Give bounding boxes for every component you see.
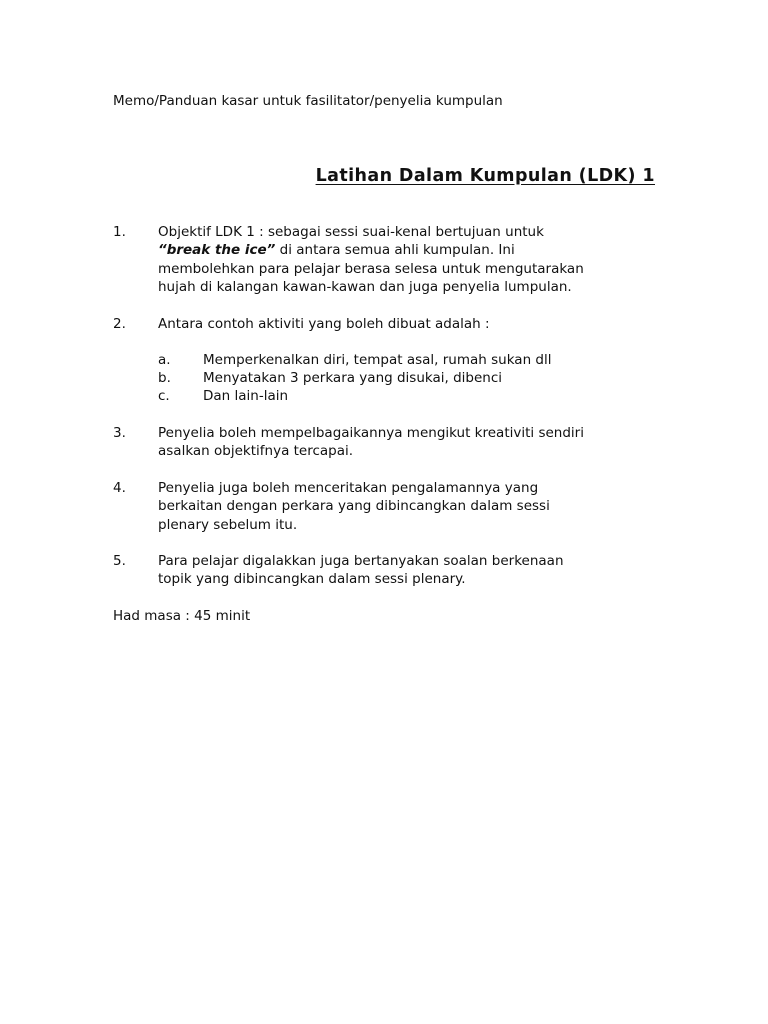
list-item-text	[158, 424, 668, 461]
sub-item-letter: a.	[158, 352, 171, 368]
item-5-line-2: topik yang dibincangkan dalam sessi plenary.	[158, 571, 466, 588]
list-item-text	[158, 315, 668, 333]
sub-item-text: Dan lain-lain	[203, 388, 289, 404]
item-3-line-2: asalkan objektifnya tercapai.	[158, 443, 354, 460]
list-item-text	[158, 223, 668, 296]
list-item-number: 4.	[113, 480, 126, 496]
item-4-line-2: berkaitan dengan perkara yang dibincangkan dalam sessi	[158, 498, 550, 515]
sub-item-letter: b.	[158, 370, 171, 386]
time-limit-note: Had masa : 45 minit	[113, 608, 251, 624]
memo-heading: Memo/Panduan kasar untuk fasilitator/penyelia kumpulan	[113, 93, 503, 109]
list-item-number: 3.	[113, 425, 126, 441]
sub-item-a	[158, 351, 638, 369]
document-title: Latihan Dalam Kumpulan (LDK) 1	[315, 166, 655, 186]
list-item-number: 2.	[113, 316, 126, 332]
item-1-line-2	[158, 241, 668, 259]
item-4-line-1: Penyelia juga boleh menceritakan pengalamannya yang	[158, 480, 539, 496]
sub-item-text: Memperkenalkan diri, tempat asal, rumah sukan dll	[203, 352, 552, 368]
sub-item-c	[158, 387, 638, 405]
item-3-line-1: Penyelia boleh mempelbagaikannya mengikut kreativiti sendiri	[158, 425, 584, 441]
sub-item-letter: c.	[158, 388, 170, 404]
list-item-number: 1.	[113, 224, 126, 240]
sub-item-b	[158, 369, 638, 387]
list-item-text	[158, 479, 668, 534]
item-1-line-3: membolehkan para pelajar berasa selesa untuk mengutarakan	[158, 260, 584, 277]
list-item-number: 5.	[113, 553, 126, 569]
item-1-line-1: Objektif LDK 1 : sebagai sessi suai-kenal bertujuan untuk	[158, 224, 544, 240]
sub-item-text: Menyatakan 3 perkara yang disukai, dibenci	[203, 370, 503, 386]
item-1-line-4: hujah di kalangan kawan-kawan dan juga penyelia lumpulan.	[158, 278, 572, 295]
item-4-line-3: plenary sebelum itu.	[158, 516, 298, 533]
list-item-text	[158, 552, 668, 589]
item-2-line-1: Antara contoh aktiviti yang boleh dibuat adalah :	[158, 316, 490, 332]
item-1-line-2-rest: di antara semua ahli kumpulan. Ini	[275, 242, 515, 259]
break-the-ice-emphasis: “break the ice”	[158, 242, 276, 259]
item-5-line-1: Para pelajar digalakkan juga bertanyakan soalan berkenaan	[158, 553, 564, 569]
